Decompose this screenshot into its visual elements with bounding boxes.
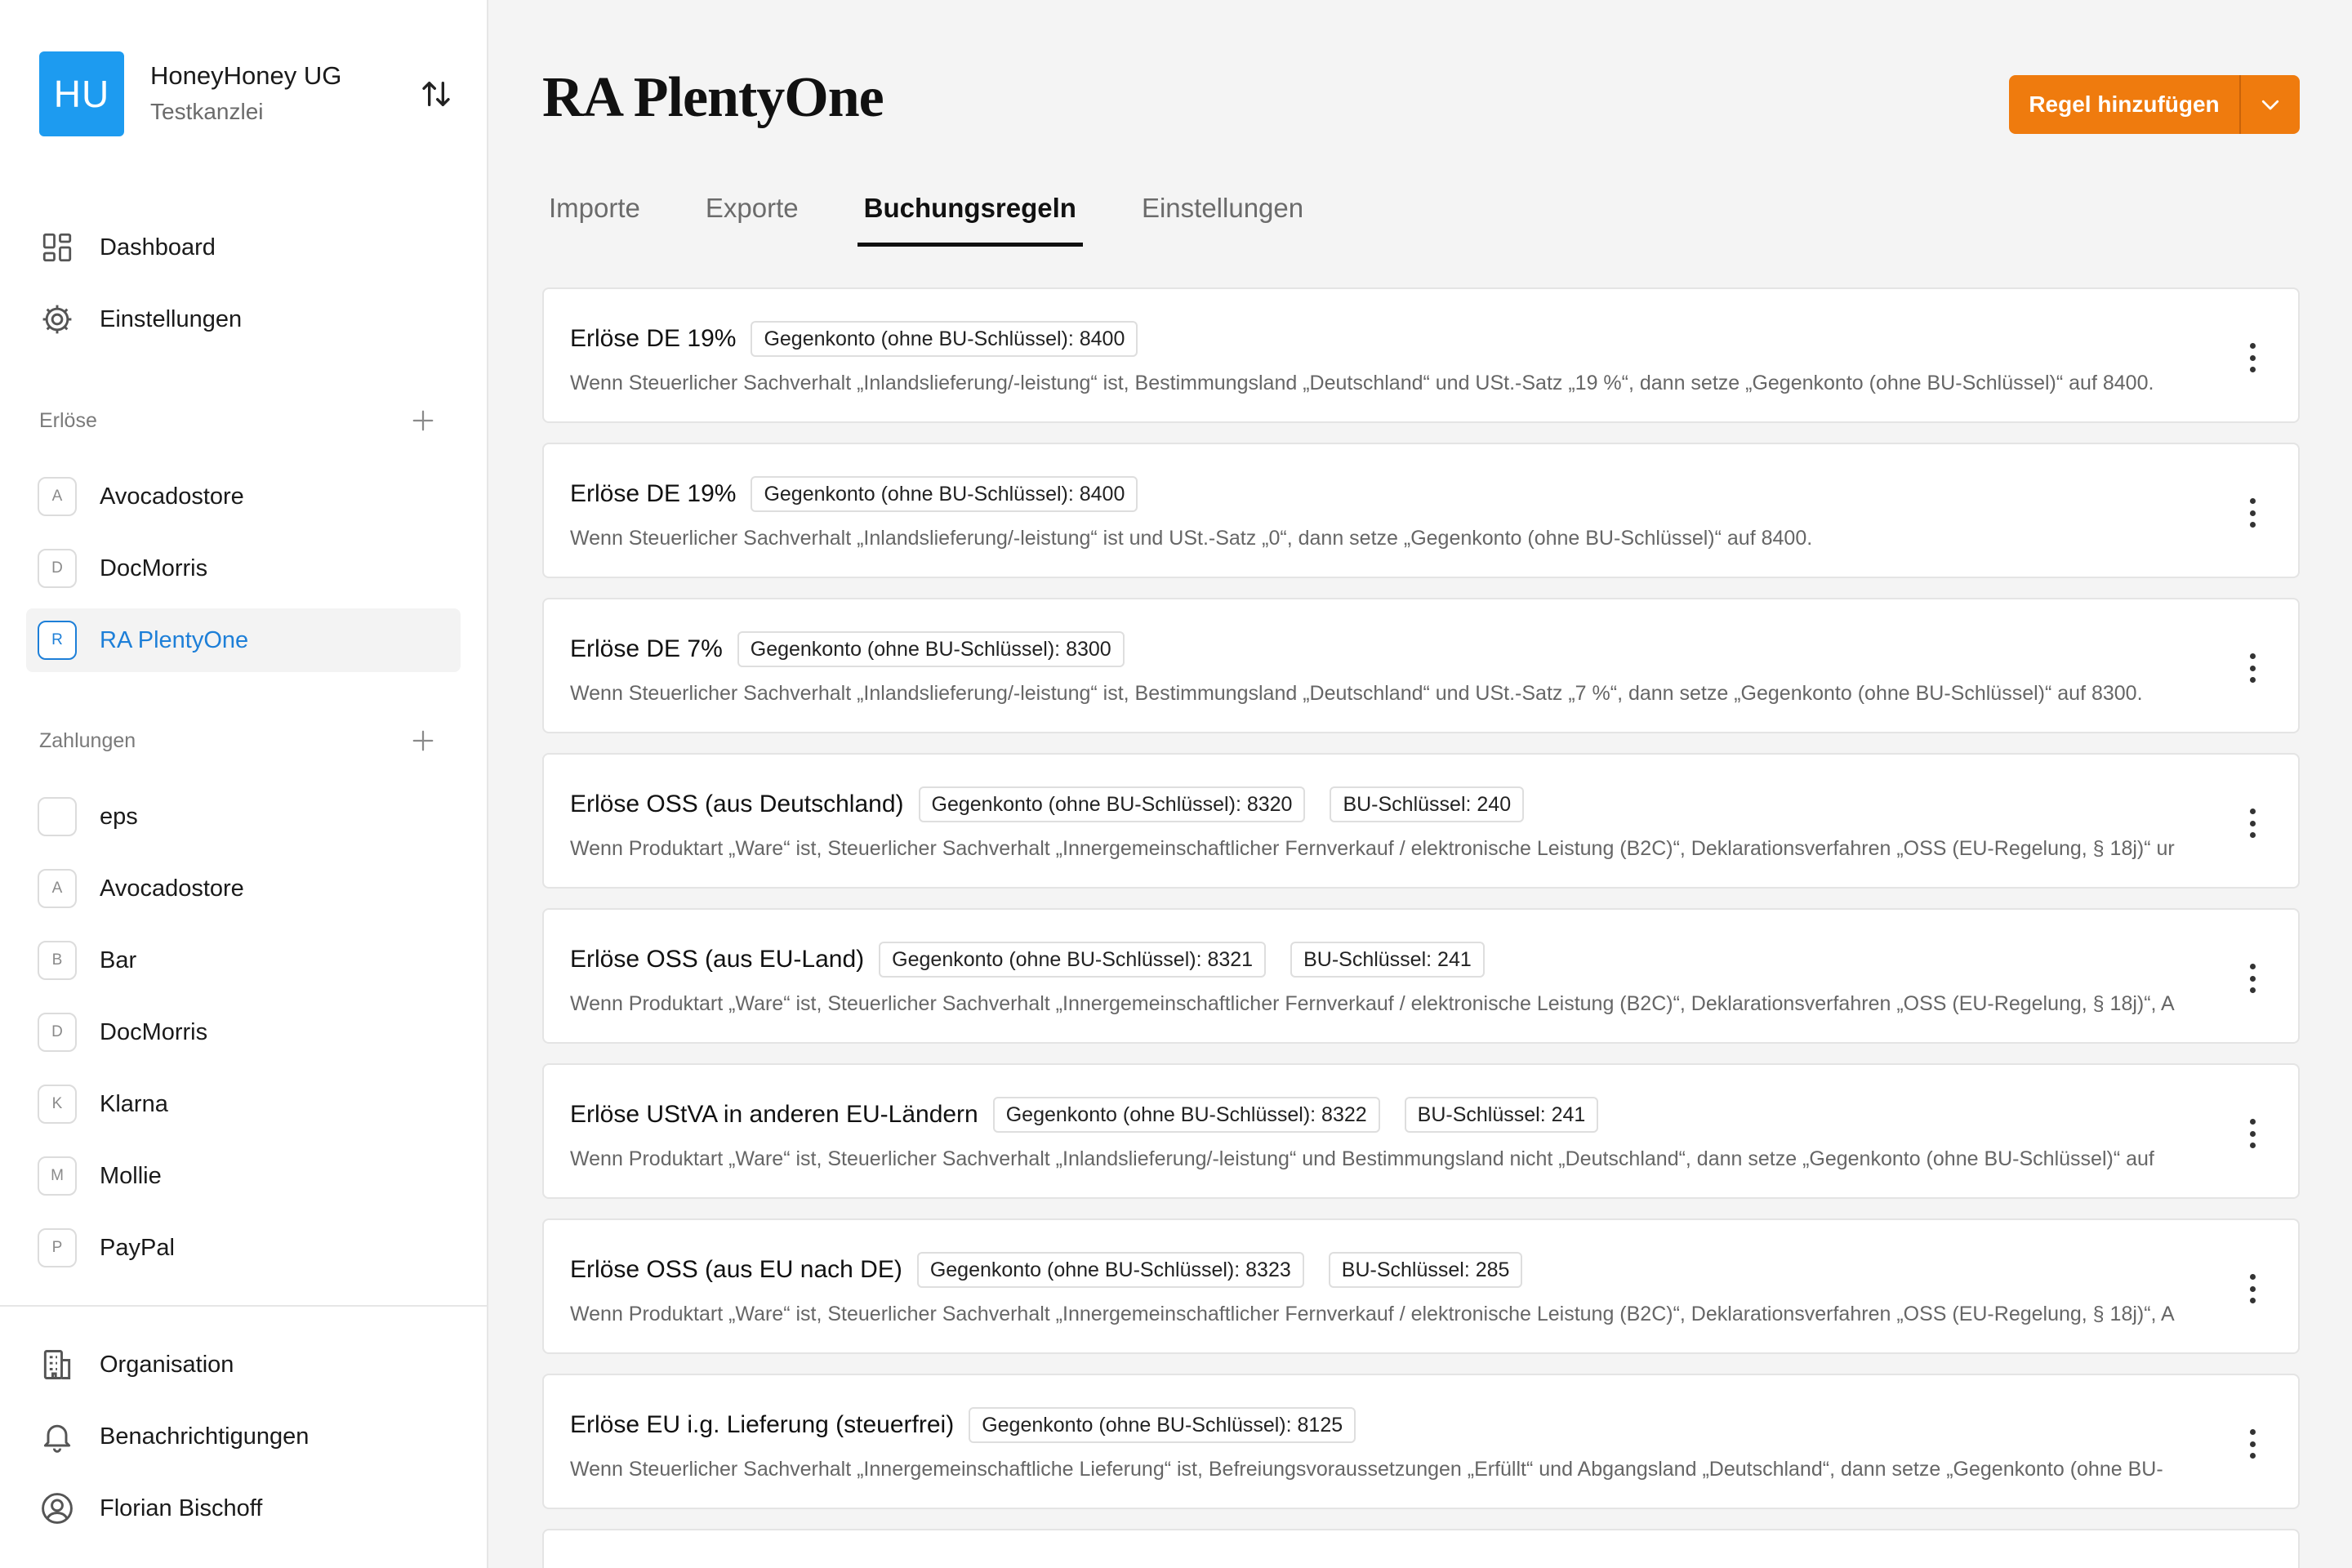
section-erloese-title: Erlöse <box>39 408 97 432</box>
nav-organisation[interactable] <box>26 1333 461 1396</box>
source-label: Bar <box>100 947 137 973</box>
sidebar-item-docmorris-payment[interactable] <box>26 1000 461 1064</box>
bell-icon <box>39 1419 75 1454</box>
rule-chip: Gegenkonto (ohne BU-Schlüssel): 8300 <box>737 631 1125 667</box>
rule-title: Erlöse DE 7% <box>570 635 723 662</box>
source-label: Mollie <box>100 1162 162 1189</box>
rule-description: Wenn Produktart „Ware“ ist, Steuerlicher Sachverhalt „Innergemeinschaftlicher Fernverkauf / elektronische Leistung (B2C)“, Deklarationsverfahren „OSS (EU-Regelung, § 18j)“ ur <box>570 837 2175 860</box>
nav-benachrichtigungen[interactable] <box>26 1405 461 1468</box>
sidebar-item-mollie[interactable] <box>26 1144 461 1208</box>
section-erloese <box>39 400 439 441</box>
sidebar-item-docmorris[interactable] <box>26 537 461 600</box>
sidebar-item-avocadostore[interactable] <box>26 465 461 528</box>
add-payment-source-icon[interactable] <box>407 724 439 757</box>
nav-einstellungen[interactable] <box>26 287 461 351</box>
source-badge: D <box>38 1013 77 1052</box>
rule-card[interactable] <box>542 287 2300 423</box>
nav-dashboard-label: Dashboard <box>100 234 216 261</box>
more-options-icon[interactable] <box>2243 650 2262 686</box>
source-badge: A <box>38 477 77 516</box>
swap-arrows-icon[interactable] <box>416 74 456 114</box>
rule-description: Wenn Produktart „Ware“ ist, Steuerlicher Sachverhalt „Innergemeinschaftlicher Fernverkauf / elektronische Leistung (B2C)“, Deklarationsverfahren „OSS (EU-Regelung, § 18j)“, A <box>570 1303 2175 1325</box>
source-badge <box>38 797 77 836</box>
sidebar-item-klarna[interactable] <box>26 1072 461 1136</box>
sidebar-item-bar[interactable] <box>26 929 461 992</box>
rule-title: Erlöse DE 19% <box>570 480 737 507</box>
tab-exporte[interactable]: Exporte <box>705 193 799 223</box>
source-label: Klarna <box>100 1090 168 1117</box>
source-badge: R <box>38 621 77 660</box>
rule-card[interactable] <box>542 598 2300 733</box>
rule-card[interactable] <box>542 1374 2300 1509</box>
sidebar-item-ra-plentyone[interactable] <box>26 608 461 672</box>
sidebar-divider <box>0 1305 488 1307</box>
rules-list <box>542 287 2300 1568</box>
more-options-icon[interactable] <box>2243 495 2262 531</box>
more-options-icon[interactable] <box>2243 340 2262 376</box>
rule-description: Wenn Steuerlicher Sachverhalt „Innergemeinschaftliche Lieferung“ ist, Befreiungsvoraussetzungen „Erfüllt“ und Abgangsland „Deutschland“, dann setze „Gegenkonto (ohne BU- <box>570 1458 2163 1481</box>
rule-chip: Gegenkonto (ohne BU-Schlüssel): 8125 <box>969 1407 1356 1443</box>
source-badge: P <box>38 1228 77 1267</box>
nav-user-profile[interactable] <box>26 1477 461 1540</box>
rule-chip: BU-Schlüssel: 285 <box>1329 1252 1523 1288</box>
more-options-icon[interactable] <box>2243 805 2262 841</box>
source-badge: D <box>38 549 77 588</box>
rule-card-partial[interactable] <box>542 1529 2300 1568</box>
source-badge: M <box>38 1156 77 1196</box>
sidebar-item-avocadostore-payment[interactable] <box>26 857 461 920</box>
rule-title: Erlöse EU i.g. Lieferung (steuerfrei) <box>570 1411 955 1438</box>
page-title: RA PlentyOne <box>542 66 884 129</box>
add-rule-split-button <box>2009 75 2300 134</box>
rule-chip: Gegenkonto (ohne BU-Schlüssel): 8400 <box>751 321 1138 357</box>
nav-benachrichtigungen-label: Benachrichtigungen <box>100 1423 310 1450</box>
source-label: Avocadostore <box>100 483 244 510</box>
rule-description: Wenn Produktart „Ware“ ist, Steuerlicher Sachverhalt „Inlandslieferung/-leistung“ und Bestimmungsland nicht „Deutschland“, dann setze „Gegenkonto (ohne BU-Schlüssel)“ auf <box>570 1147 2154 1170</box>
source-label: RA PlentyOne <box>100 626 249 653</box>
more-options-icon[interactable] <box>2243 960 2262 996</box>
rule-description: Wenn Produktart „Ware“ ist, Steuerlicher Sachverhalt „Innergemeinschaftlicher Fernverkauf / elektronische Leistung (B2C)“, Deklarationsverfahren „OSS (EU-Regelung, § 18j)“, A <box>570 992 2175 1015</box>
rule-chip: Gegenkonto (ohne BU-Schlüssel): 8400 <box>751 476 1138 512</box>
more-options-icon[interactable] <box>2243 1116 2262 1152</box>
source-badge: K <box>38 1085 77 1124</box>
source-badge: A <box>38 869 77 908</box>
rule-title: Erlöse OSS (aus EU nach DE) <box>570 1256 902 1283</box>
rule-card[interactable] <box>542 908 2300 1044</box>
building-icon <box>39 1347 75 1383</box>
org-avatar: HU <box>39 51 124 136</box>
sidebar <box>0 0 488 1568</box>
source-label: DocMorris <box>100 555 208 581</box>
org-switcher[interactable] <box>39 51 456 137</box>
sidebar-item-eps[interactable] <box>26 785 461 849</box>
nav-dashboard[interactable] <box>26 216 461 279</box>
rule-title: Erlöse UStVA in anderen EU-Ländern <box>570 1101 978 1128</box>
tab-buchungsregeln[interactable]: Buchungsregeln <box>858 183 1083 248</box>
org-name: HoneyHoney UG <box>150 61 342 90</box>
rule-chip: Gegenkonto (ohne BU-Schlüssel): 8323 <box>917 1252 1304 1288</box>
add-rule-button[interactable]: Regel hinzufügen <box>2029 91 2220 117</box>
add-revenue-source-icon[interactable] <box>407 404 439 437</box>
rule-chip: Gegenkonto (ohne BU-Schlüssel): 8321 <box>879 942 1266 978</box>
grid-icon <box>39 229 75 265</box>
tab-bar <box>542 183 1362 248</box>
source-badge: B <box>38 941 77 980</box>
org-subtitle: Testkanzlei <box>150 99 264 124</box>
source-label: Avocadostore <box>100 875 244 902</box>
source-label: PayPal <box>100 1234 175 1261</box>
section-zahlungen <box>39 720 439 761</box>
rule-chip: Gegenkonto (ohne BU-Schlüssel): 8320 <box>919 786 1306 822</box>
rule-description: Wenn Steuerlicher Sachverhalt „Inlandslieferung/-leistung“ ist, Bestimmungsland „Deutschland“ und USt.-Satz „19 %“, dann setze „Gegenkonto (ohne BU-Schlüssel)“ auf 8400. <box>570 372 2154 394</box>
tab-importe[interactable]: Importe <box>549 193 640 223</box>
source-label: DocMorris <box>100 1018 208 1045</box>
rule-title: Erlöse OSS (aus Deutschland) <box>570 791 904 817</box>
rule-chip: BU-Schlüssel: 241 <box>1405 1097 1599 1133</box>
section-zahlungen-title: Zahlungen <box>39 728 136 752</box>
rule-chip: Gegenkonto (ohne BU-Schlüssel): 8322 <box>993 1097 1380 1133</box>
rule-chip: BU-Schlüssel: 240 <box>1330 786 1524 822</box>
rule-card[interactable] <box>542 753 2300 889</box>
rule-description: Wenn Steuerlicher Sachverhalt „Inlandslieferung/-leistung“ ist, Bestimmungsland „Deutschland“ und USt.-Satz „7 %“, dann setze „Gegenkonto (ohne BU-Schlüssel)“ auf 8300. <box>570 682 2143 705</box>
user-icon <box>39 1490 75 1526</box>
rule-description: Wenn Steuerlicher Sachverhalt „Inlandslieferung/-leistung“ ist und USt.-Satz „0“, dann setze „Gegenkonto (ohne BU-Schlüssel)“ auf 8400. <box>570 527 1813 550</box>
nav-einstellungen-label: Einstellungen <box>100 305 243 332</box>
rule-card[interactable] <box>542 1218 2300 1354</box>
nav-organisation-label: Organisation <box>100 1351 234 1378</box>
rule-card[interactable] <box>542 1063 2300 1199</box>
gear-icon <box>39 301 75 337</box>
sidebar-item-paypal[interactable] <box>26 1216 461 1280</box>
more-options-icon[interactable] <box>2243 1426 2262 1462</box>
source-label: eps <box>100 803 138 830</box>
rule-title: Erlöse DE 19% <box>570 325 737 352</box>
more-options-icon[interactable] <box>2243 1271 2262 1307</box>
chevron-down-icon[interactable] <box>2241 75 2300 134</box>
rule-chip: BU-Schlüssel: 241 <box>1290 942 1485 978</box>
org-text <box>150 60 416 128</box>
nav-user-label: Florian Bischoff <box>100 1494 263 1521</box>
tab-einstellungen[interactable]: Einstellungen <box>1141 193 1304 223</box>
rule-title: Erlöse OSS (aus EU-Land) <box>570 946 865 973</box>
rule-card[interactable] <box>542 443 2300 578</box>
